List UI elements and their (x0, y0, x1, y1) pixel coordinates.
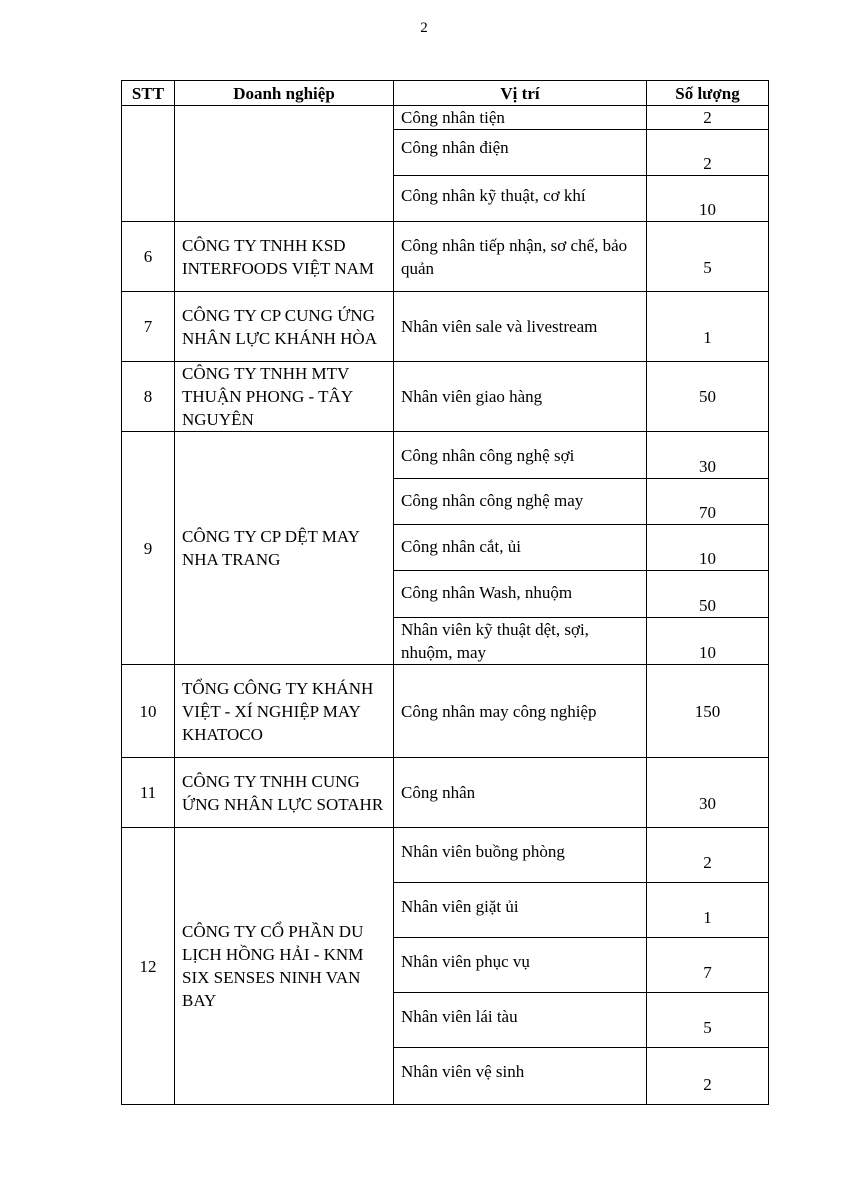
stt-cell: 9 (122, 432, 175, 665)
company-cell: CÔNG TY CP DỆT MAY NHA TRANG (175, 432, 394, 665)
position-cell: Công nhân may công nghiệp (394, 665, 647, 758)
table-row (122, 222, 769, 292)
position-cell: Công nhân Wash, nhuộm (394, 571, 647, 618)
page-number: 2 (420, 20, 428, 36)
recruitment-table (121, 80, 769, 1105)
quantity-cell: 1 (647, 292, 769, 362)
company-cell: CÔNG TY TNHH MTV THUẬN PHONG - TÂY NGUYÊN (175, 362, 394, 432)
table-row (122, 758, 769, 828)
position-cell: Nhân viên kỹ thuật dệt, sợi, nhuộm, may (394, 618, 647, 665)
table-row (122, 828, 769, 883)
quantity-cell: 50 (647, 362, 769, 432)
position-cell: Nhân viên sale và livestream (394, 292, 647, 362)
company-cell: TỔNG CÔNG TY KHÁNH VIỆT - XÍ NGHIỆP MAY KHATOCO (175, 665, 394, 758)
position-cell: Nhân viên phục vụ (394, 938, 647, 993)
header-row (122, 81, 769, 106)
quantity-cell: 2 (647, 828, 769, 883)
header-position: Vị trí (394, 81, 647, 106)
position-cell: Công nhân tiếp nhận, sơ chế, bảo quản (394, 222, 647, 292)
table-row (122, 292, 769, 362)
quantity-cell: 2 (647, 1048, 769, 1105)
position-cell: Công nhân (394, 758, 647, 828)
table-row (122, 665, 769, 758)
quantity-cell: 7 (647, 938, 769, 993)
company-cell: CÔNG TY CP CUNG ỨNG NHÂN LỰC KHÁNH HÒA (175, 292, 394, 362)
quantity-cell: 5 (647, 993, 769, 1048)
quantity-cell: 70 (647, 479, 769, 525)
stt-cell: 12 (122, 828, 175, 1105)
table-row (122, 432, 769, 479)
quantity-cell: 10 (647, 618, 769, 665)
stt-cell: 6 (122, 222, 175, 292)
position-cell: Nhân viên lái tàu (394, 993, 647, 1048)
company-cell: CÔNG TY TNHH KSD INTERFOODS VIỆT NAM (175, 222, 394, 292)
position-cell: Công nhân tiện (394, 106, 647, 130)
quantity-cell: 10 (647, 525, 769, 571)
header-company: Doanh nghiệp (175, 81, 394, 106)
position-cell: Công nhân công nghệ sợi (394, 432, 647, 479)
quantity-cell: 30 (647, 432, 769, 479)
company-cell (175, 106, 394, 222)
quantity-cell: 2 (647, 106, 769, 130)
quantity-cell: 5 (647, 222, 769, 292)
position-cell: Nhân viên vệ sinh (394, 1048, 647, 1105)
quantity-cell: 2 (647, 130, 769, 176)
position-cell: Công nhân điện (394, 130, 647, 176)
header-stt: STT (122, 81, 175, 106)
quantity-cell: 50 (647, 571, 769, 618)
company-cell: CÔNG TY TNHH CUNG ỨNG NHÂN LỰC SOTAHR (175, 758, 394, 828)
stt-cell: 8 (122, 362, 175, 432)
table-row (122, 362, 769, 432)
header-quantity: Số lượng (647, 81, 769, 106)
quantity-cell: 10 (647, 176, 769, 222)
position-cell: Công nhân công nghệ may (394, 479, 647, 525)
stt-cell: 10 (122, 665, 175, 758)
quantity-cell: 150 (647, 665, 769, 758)
stt-cell: 7 (122, 292, 175, 362)
position-cell: Nhân viên buồng phòng (394, 828, 647, 883)
company-cell: CÔNG TY CỔ PHẦN DU LỊCH HỒNG HẢI - KNM SIX SENSES NINH VAN BAY (175, 828, 394, 1105)
position-cell: Công nhân kỹ thuật, cơ khí (394, 176, 647, 222)
position-cell: Nhân viên giao hàng (394, 362, 647, 432)
stt-cell (122, 106, 175, 222)
position-cell: Công nhân cắt, ủi (394, 525, 647, 571)
stt-cell: 11 (122, 758, 175, 828)
quantity-cell: 1 (647, 883, 769, 938)
table-row (122, 106, 769, 130)
quantity-cell: 30 (647, 758, 769, 828)
position-cell: Nhân viên giặt ủi (394, 883, 647, 938)
